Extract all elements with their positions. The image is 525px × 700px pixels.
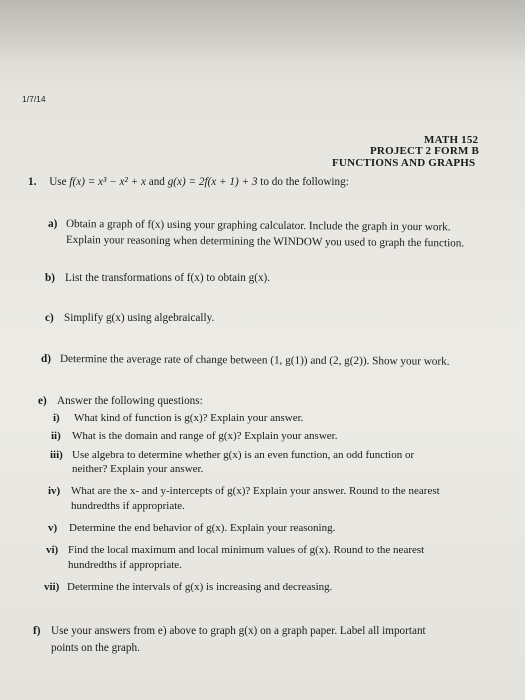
part-e-vii-line1: Determine the intervals of g(x) is increasing and decreasing. [67,581,333,593]
part-c-label: c) [45,312,54,324]
part-f-label: f) [33,625,41,637]
part-e-vi-line1: Find the local maximum and local minimum values of g(x). Round to the nearest [68,544,425,556]
part-d-label: d) [41,353,51,365]
problem-text-tail: to do the following: [260,176,349,188]
part-e-ii-label: ii) [51,430,61,442]
part-e-vi-line2: hundredths if appropriate. [68,559,182,571]
part-b-label: b) [45,272,55,284]
problem-statement [28,176,349,188]
course-title: MATH 152 [424,134,479,146]
part-e-label: e) [38,395,47,407]
part-e-v-label: v) [48,522,58,534]
part-b-line1: List the transformations of f(x) to obtain g(x). [65,272,271,284]
part-e-iii-line1: Use algebra to determine whether g(x) is an even function, an odd function or [72,449,415,461]
problem-number: 1. [28,176,37,188]
part-e-ii-line1: What is the domain and range of g(x)? Explain your answer. [72,430,338,442]
part-e-iii-line2: neither? Explain your answer. [72,463,204,475]
part-a-line1: Obtain a graph of f(x) using your graphing calculator. Include the graph in your work. [65,218,451,234]
part-e-iv-line2: hundredths if appropriate. [71,500,185,512]
part-f-line1: Use your answers from e) above to graph g(x) on a graph paper. Label all important [51,625,426,637]
part-f-line2: points on the graph. [51,642,140,654]
project-title: PROJECT 2 FORM B [370,145,480,157]
part-e-iv-label: iv) [48,485,61,497]
part-e-i-line1: What kind of function is g(x)? Explain your answer. [74,412,304,424]
part-d-line1: Determine the average rate of change between (1, g(1)) and (2, g(2)). Show your work. [59,353,450,368]
problem-text-use: Use [49,176,67,188]
part-e-vii-label: vii) [44,581,60,593]
g-definition: g(x) = 2f(x + 1) + 3 [167,176,258,188]
problem-text-and: and [148,176,165,188]
part-e-line1: Answer the following questions: [57,395,203,407]
part-a-line2: Explain your reasoning when determining the WINDOW you used to graph the function. [65,234,465,250]
part-e-iii-label: iii) [50,449,63,461]
date-label: 1/7/14 [22,94,46,104]
part-e-i-label: i) [53,412,60,424]
topic-title: FUNCTIONS AND GRAPHS [332,157,476,169]
part-e-v-line1: Determine the end behavior of g(x). Explain your reasoning. [69,522,336,534]
part-e-iv-line1: What are the x- and y-intercepts of g(x)? Explain your answer. Round to the nearest [71,485,440,497]
part-a-label: a) [48,218,58,230]
part-c-line1: Simplify g(x) using algebraically. [64,312,215,324]
part-e-vi-label: vi) [46,544,59,556]
f-definition: f(x) = x³ − x² + x [69,176,146,188]
